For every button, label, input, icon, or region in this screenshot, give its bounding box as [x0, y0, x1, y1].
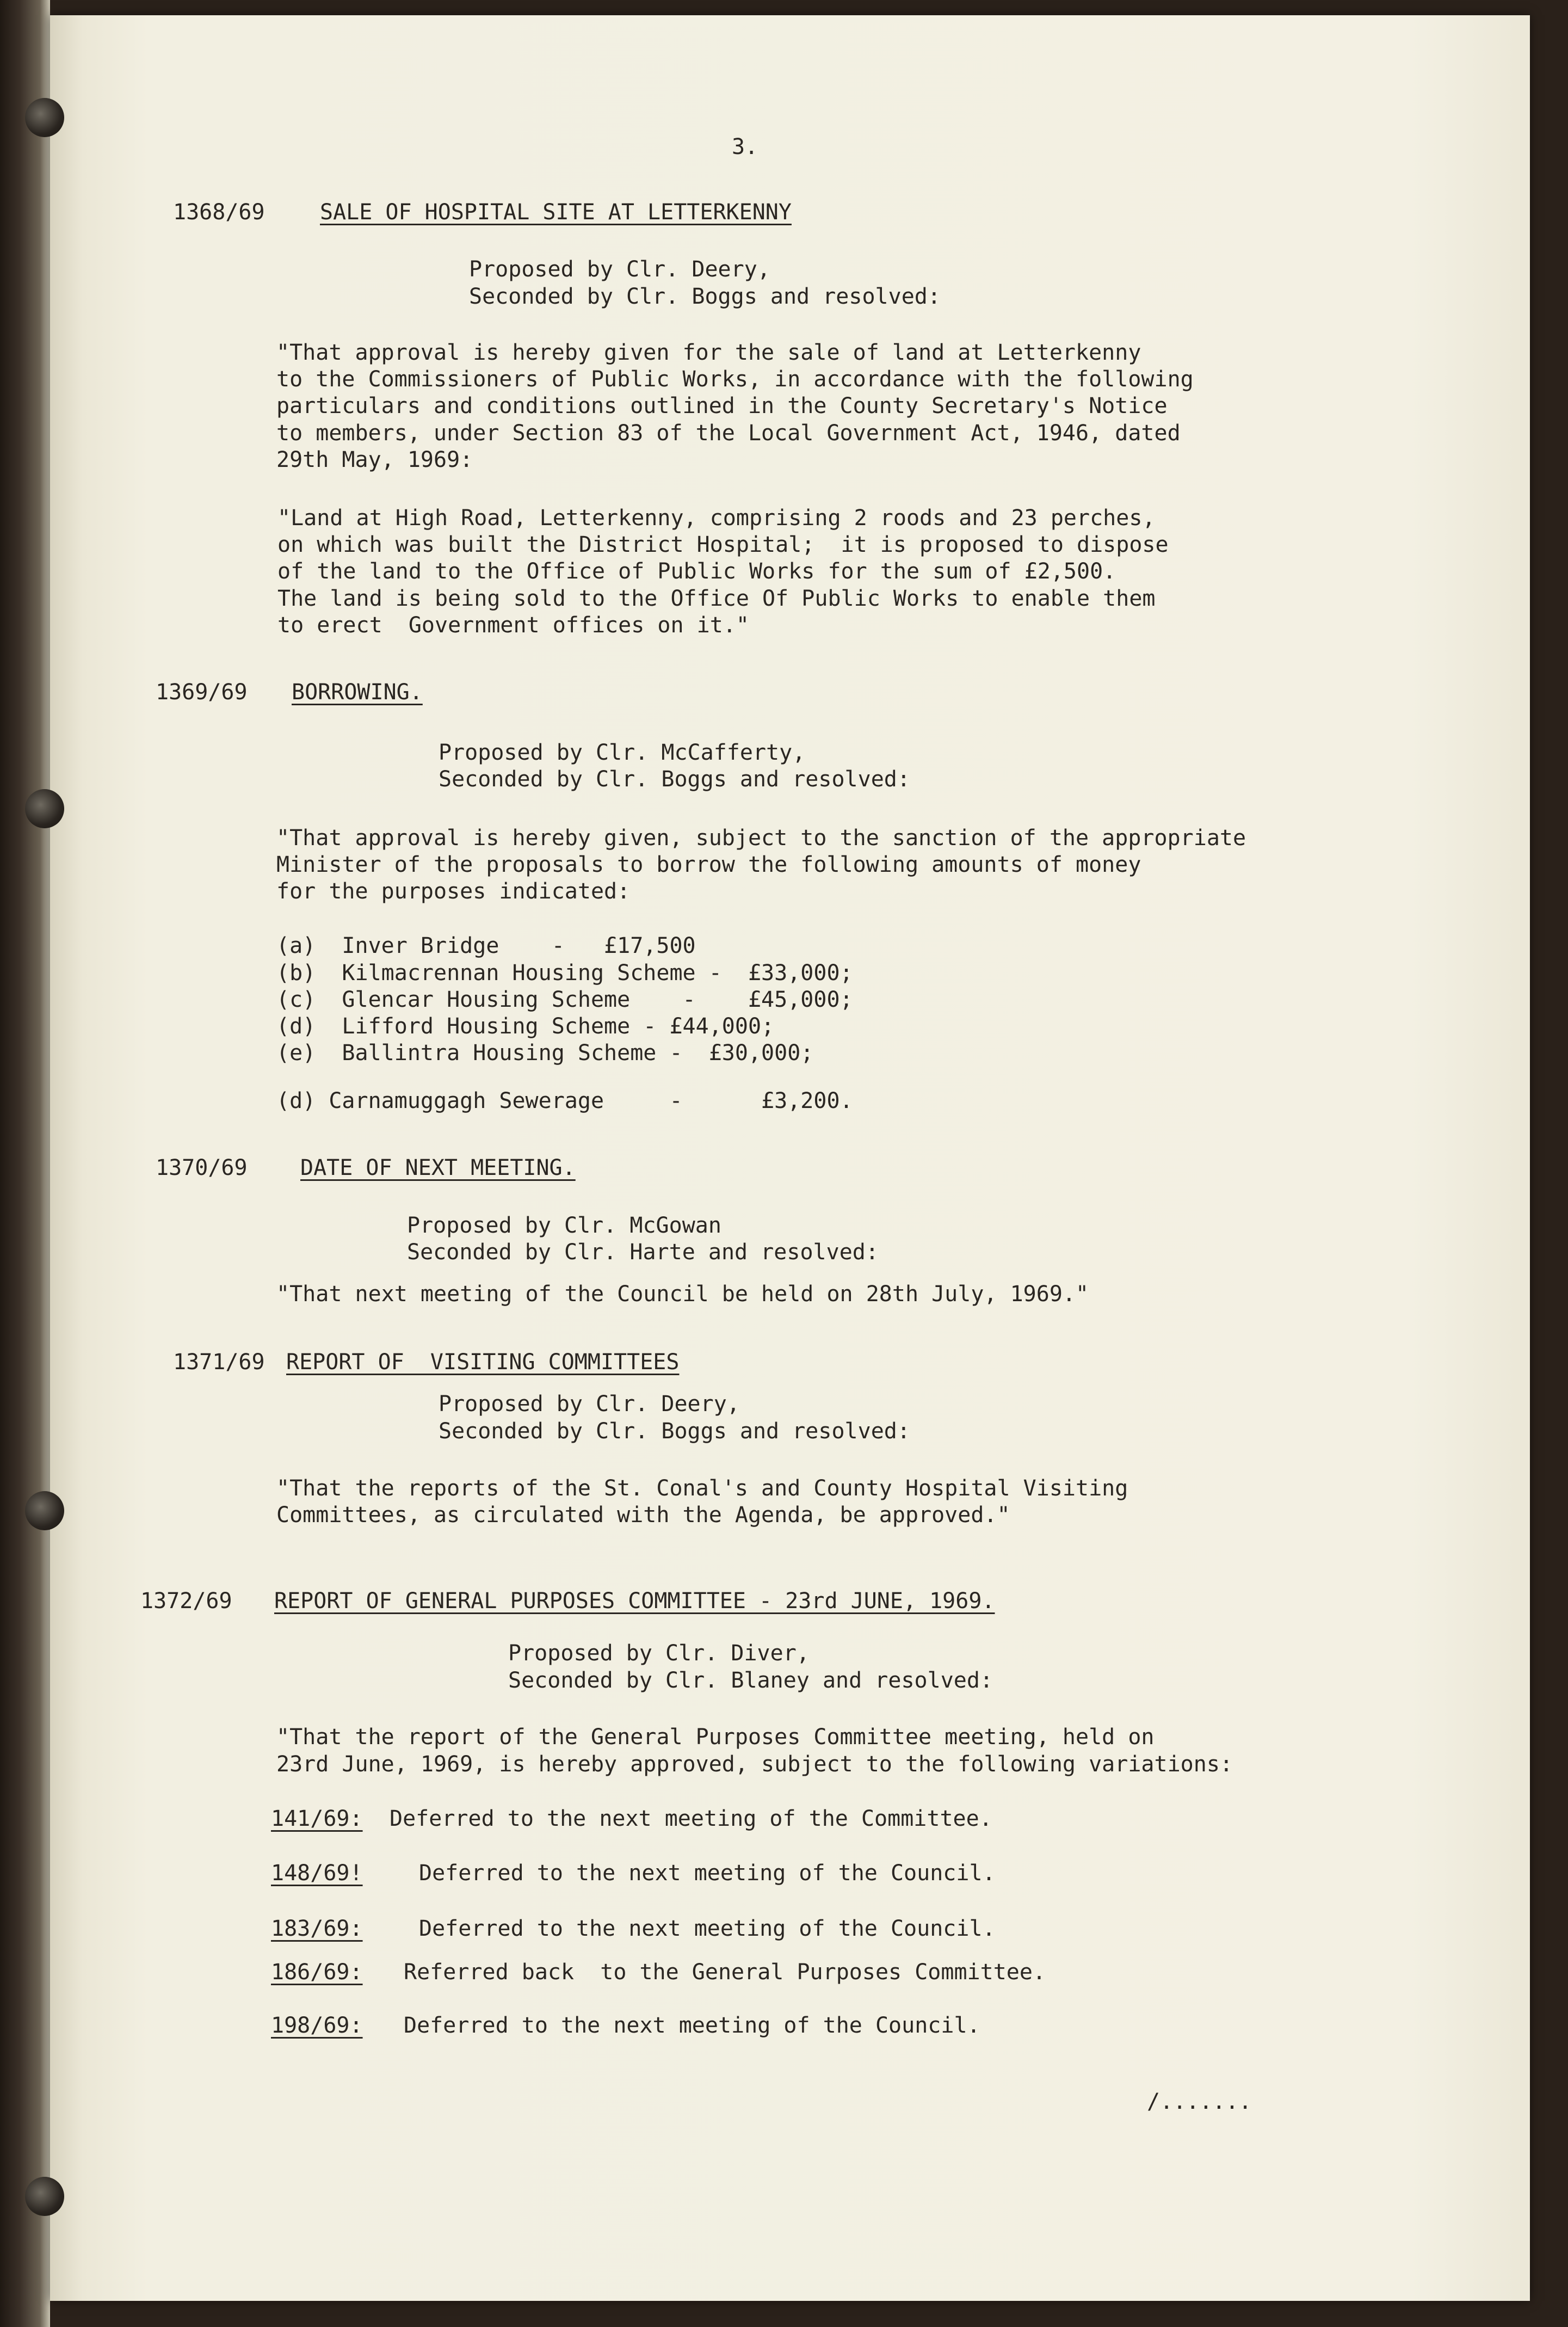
resolution-line: "That the reports of the St. Conal's and County Hospital Visiting	[276, 1476, 1128, 1501]
amount-line: (e) Ballintra Housing Scheme - £30,000;	[276, 1041, 814, 1066]
seconder-line: Seconded by Clr. Blaney and resolved:	[508, 1668, 993, 1693]
resolution-line: to members, under Section 83 of the Local Government Act, 1946, dated	[276, 421, 1181, 446]
binder-spine	[0, 0, 50, 2327]
amount-line: (d) Lifford Housing Scheme - £44,000;	[276, 1014, 775, 1039]
item-title: DATE OF NEXT MEETING.	[300, 1155, 576, 1180]
seconder-line: Seconded by Clr. Boggs and resolved:	[439, 767, 910, 792]
resolution-line: 23rd June, 1969, is hereby approved, subject to the following variations:	[276, 1752, 1233, 1777]
proposer-line: Proposed by Clr. Deery,	[439, 1392, 740, 1417]
resolution-line: Minister of the proposals to borrow the following amounts of money	[276, 852, 1141, 877]
resolution-line: "That the report of the General Purposes Committee meeting, held on	[276, 1725, 1155, 1750]
quote-line: of the land to the Office of Public Works for the sum of £2,500.	[277, 559, 1116, 584]
item-number: 1370/69	[156, 1155, 248, 1180]
variation-text: Referred back to the General Purposes Committee.	[404, 1960, 1046, 1985]
variation-text: Deferred to the next meeting of the Council.	[419, 1916, 996, 1941]
resolution-line: particulars and conditions outlined in the County Secretary's Notice	[276, 393, 1168, 418]
item-number: 1368/69	[173, 200, 265, 225]
resolution-line: for the purposes indicated:	[276, 879, 631, 904]
item-number: 1369/69	[156, 680, 248, 705]
quote-line: "Land at High Road, Letterkenny, comprising 2 roods and 23 perches,	[277, 506, 1156, 531]
amount-line: (b) Kilmacrennan Housing Scheme - £33,000;	[276, 961, 853, 986]
variation-text: Deferred to the next meeting of the Council.	[404, 2013, 980, 2038]
quote-line: The land is being sold to the Office Of Public Works to enable them	[277, 586, 1156, 611]
quote-line: on which was built the District Hospital; it is proposed to dispose	[277, 532, 1169, 557]
variation-ref: 148/69!	[271, 1861, 363, 1886]
item-title: BORROWING.	[292, 680, 423, 705]
amount-line: (d) Carnamuggagh Sewerage - £3,200.	[276, 1088, 853, 1113]
quote-line: to erect Government offices on it."	[277, 613, 749, 638]
binder-ring-icon	[25, 1491, 64, 1530]
variation-text: Deferred to the next meeting of the Council.	[419, 1861, 996, 1886]
proposer-line: Proposed by Clr. McCafferty,	[439, 740, 806, 765]
continuation-mark: /.......	[1147, 2089, 1252, 2114]
variation-ref: 198/69:	[271, 2013, 363, 2038]
amount-line: (a) Inver Bridge - £17,500	[276, 933, 696, 958]
proposer-line: Proposed by Clr. Deery,	[469, 257, 770, 282]
binder-ring-icon	[25, 789, 64, 828]
seconder-line: Seconded by Clr. Boggs and resolved:	[469, 284, 941, 309]
amount-line: (c) Glencar Housing Scheme - £45,000;	[276, 987, 853, 1012]
proposer-line: Proposed by Clr. McGowan	[407, 1213, 721, 1238]
item-title: REPORT OF VISITING COMMITTEES	[286, 1350, 680, 1375]
resolution-line: to the Commissioners of Public Works, in accordance with the following	[276, 367, 1194, 392]
variation-ref: 141/69:	[271, 1806, 363, 1831]
variation-ref: 183/69:	[271, 1916, 363, 1941]
binder-ring-icon	[25, 98, 64, 137]
page-number: 3.	[732, 134, 758, 159]
seconder-line: Seconded by Clr. Harte and resolved:	[407, 1240, 879, 1265]
binder-ring-icon	[25, 2177, 64, 2216]
item-title: REPORT OF GENERAL PURPOSES COMMITTEE - 23rd JUNE, 1969.	[274, 1589, 995, 1614]
resolution-line: 29th May, 1969:	[276, 447, 473, 472]
item-number: 1371/69	[173, 1350, 265, 1375]
resolution-line: "That approval is hereby given, subject to the sanction of the appropriate	[276, 826, 1246, 851]
resolution-line: "That next meeting of the Council be held on 28th July, 1969."	[276, 1282, 1089, 1307]
variation-ref: 186/69:	[271, 1960, 363, 1985]
variation-text: Deferred to the next meeting of the Committee.	[390, 1806, 992, 1831]
proposer-line: Proposed by Clr. Diver,	[508, 1641, 810, 1666]
item-title: SALE OF HOSPITAL SITE AT LETTERKENNY	[320, 200, 792, 225]
item-number: 1372/69	[140, 1589, 232, 1614]
resolution-line: Committees, as circulated with the Agenda, be approved."	[276, 1503, 1010, 1528]
resolution-line: "That approval is hereby given for the sale of land at Letterkenny	[276, 340, 1141, 365]
seconder-line: Seconded by Clr. Boggs and resolved:	[439, 1419, 910, 1444]
